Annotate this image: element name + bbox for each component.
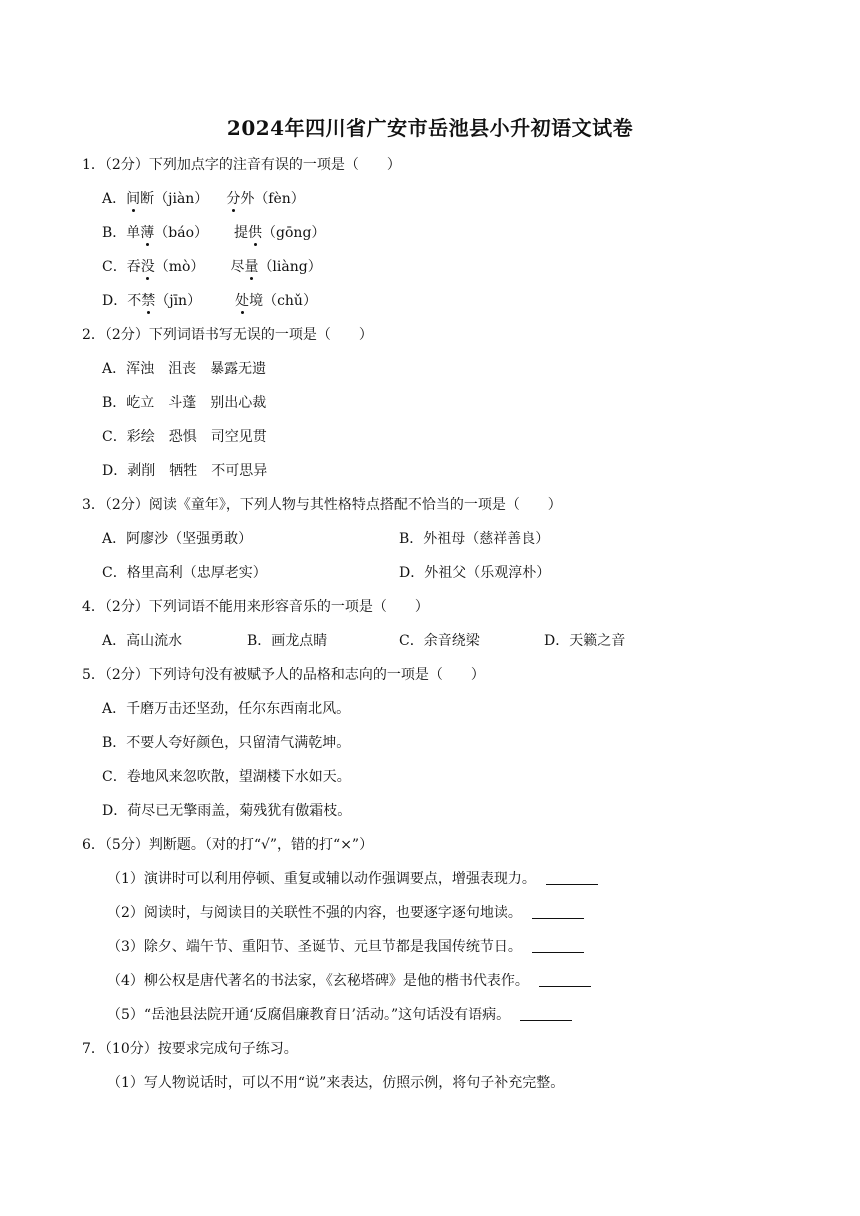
question-3-stem: 3．（2分）阅读《童年》，下列人物与其性格特点搭配不恰当的一项是（ ） xyxy=(82,497,562,513)
question-2-option-c: C．彩绘 恐惧 司空见贯 xyxy=(102,429,267,445)
question-6-item-2: （2）阅读时，与阅读目的关联性不强的内容，也要逐字逐句地读。 xyxy=(107,903,584,923)
dotted-char: 分 xyxy=(226,191,241,207)
question-5-option-d: D．荷尽已无擎雨盖，菊残犹有傲霜枝。 xyxy=(102,803,352,819)
dotted-char: 薄 xyxy=(140,225,155,241)
answer-blank[interactable] xyxy=(532,938,584,953)
question-1-option-d: D．不禁（jīn） 处境（chǔ） xyxy=(102,293,317,309)
question-5-option-c: C．卷地风来忽吹散，望湖楼下水如天。 xyxy=(102,769,351,785)
exam-title: 2024年四川省广安市岳池县小升初语文试卷 xyxy=(226,116,634,140)
answer-blank[interactable] xyxy=(546,870,598,885)
question-2-option-a: A．浑浊 沮丧 暴露无遗 xyxy=(102,361,267,377)
dotted-char: 量 xyxy=(244,259,259,275)
question-4-option-b: B．画龙点睛 xyxy=(247,633,328,649)
question-4-option-c: C．余音绕梁 xyxy=(399,633,480,649)
question-1-option-a: A．间断（jiàn） 分外（fèn） xyxy=(102,191,305,207)
question-4-option-d: D．天籁之音 xyxy=(544,633,626,649)
question-1-option-b: B．单薄（báo） 提供（gōng） xyxy=(102,225,326,241)
question-6-item-1: （1）演讲时可以利用停顿、重复或辅以动作强调要点，增强表现力。 xyxy=(107,869,598,889)
answer-blank[interactable] xyxy=(539,972,591,987)
dotted-char: 处 xyxy=(235,293,250,309)
question-3-option-d: D．外祖父（乐观淳朴） xyxy=(399,565,551,581)
question-2-stem: 2．（2分）下列词语书写无误的一项是（ ） xyxy=(82,327,373,343)
question-1-stem: 1．（2分）下列加点字的注音有误的一项是（ ） xyxy=(82,157,401,173)
dotted-char: 没 xyxy=(140,259,155,275)
dotted-char: 禁 xyxy=(141,293,156,309)
question-2-option-b: B．屹立 斗蓬 别出心裁 xyxy=(102,395,267,411)
question-1-option-c: C．吞没（mò） 尽量（liàng） xyxy=(102,259,322,275)
answer-blank[interactable] xyxy=(532,904,584,919)
dotted-char: 间 xyxy=(126,191,141,207)
question-3-option-a: A．阿廖沙（坚强勇敢） xyxy=(102,531,253,547)
question-4-option-a: A．高山流水 xyxy=(102,633,183,649)
question-2-option-d: D．剥削 牺牲 不可思异 xyxy=(102,463,268,479)
question-5-option-a: A．千磨万击还坚劲，任尔东西南北风。 xyxy=(102,701,351,717)
answer-blank[interactable] xyxy=(520,1006,572,1021)
question-5-stem: 5．（2分）下列诗句没有被赋予人的品格和志向的一项是（ ） xyxy=(82,667,485,683)
question-6-item-3: （3）除夕、端午节、重阳节、圣诞节、元旦节都是我国传统节日。 xyxy=(107,937,584,957)
question-3-option-b: B．外祖母（慈祥善良） xyxy=(399,531,550,547)
question-4-stem: 4．（2分）下列词语不能用来形容音乐的一项是（ ） xyxy=(82,599,429,615)
question-7-stem: 7．（10分）按要求完成句子练习。 xyxy=(82,1041,298,1057)
question-5-option-b: B．不要人夸好颜色，只留清气满乾坤。 xyxy=(102,735,351,751)
dotted-char: 供 xyxy=(248,225,263,241)
question-6-item-5: （5）“岳池县法院开通‘反腐倡廉教育日’活动。”这句话没有语病。 xyxy=(107,1005,572,1025)
question-7-item-1: （1）写人物说话时，可以不用“说”来表达，仿照示例，将句子补充完整。 xyxy=(107,1075,565,1091)
question-6-stem: 6．（5分）判断题。（对的打“√”，错的打“×”） xyxy=(82,837,374,853)
question-6-item-4: （4）柳公权是唐代著名的书法家，《玄秘塔碑》是他的楷书代表作。 xyxy=(107,971,591,991)
question-3-option-c: C．格里高利（忠厚老实） xyxy=(102,565,267,581)
